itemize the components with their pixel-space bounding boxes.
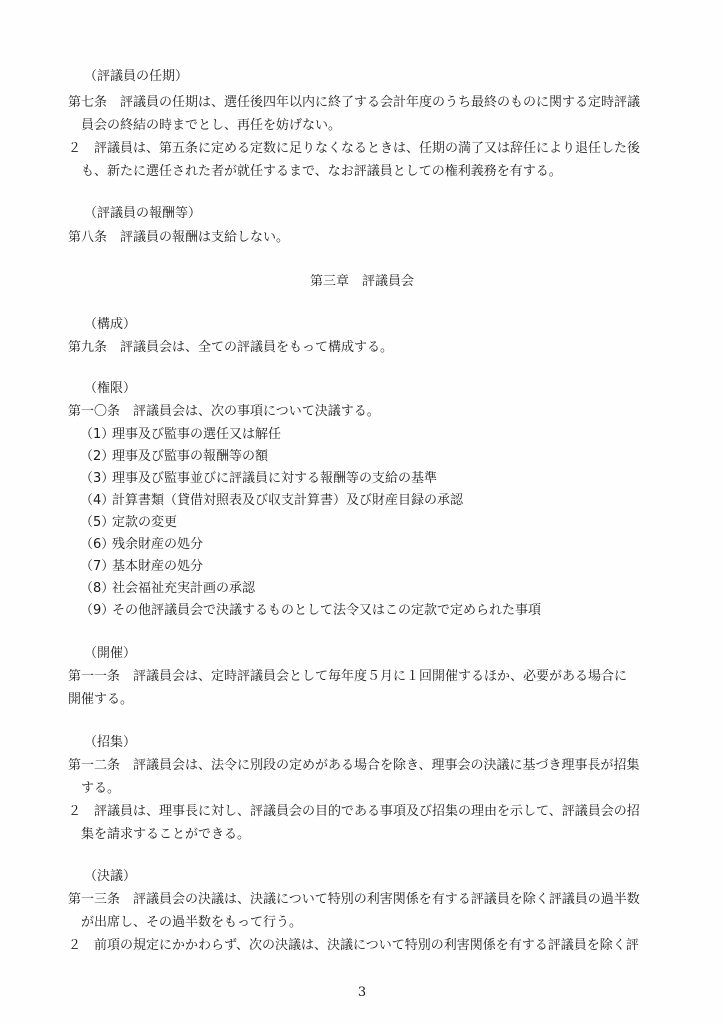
list-item-text: 基本財産の処分	[112, 559, 204, 574]
list-item-number: （2）	[80, 449, 115, 464]
article-7-para2-cont: も、新たに選任された者が就任するまで、なお評議員としての権利義務を有する。	[81, 164, 562, 179]
list-item	[80, 579, 255, 599]
list-item-text: 計算書類（貸借対照表及び収支計算書）及び財産目録の承認	[112, 493, 464, 508]
article-7-text: 第七条 評議員の任期は、選任後四年以内に終了する会計年度のうち最終のものに関する定時評議	[68, 95, 641, 110]
article-12-text-cont: する。	[81, 781, 121, 796]
list-item	[80, 601, 541, 621]
article-13-para2: ２ 前項の規定にかかわらず、次の決議は、決議について特別の利害関係を有する評議員を除く評	[68, 938, 639, 953]
list-item-text: 理事及び監事の報酬等の額	[112, 449, 269, 464]
list-item-number: （9）	[80, 603, 115, 618]
list-item-number: （1）	[80, 427, 115, 442]
list-item-number: （6）	[80, 537, 115, 552]
article-8-heading: （評議員の報酬等）	[84, 206, 202, 221]
list-item-number: （8）	[80, 581, 115, 596]
article-12-heading: （招集）	[84, 735, 137, 750]
list-item-number: （4）	[80, 493, 115, 508]
list-item	[80, 469, 437, 489]
article-10-heading: （権限）	[84, 381, 137, 396]
list-item-text: その他評議員会で決議するものとして法令又はこの定款で定められた事項	[112, 603, 542, 618]
article-12-para2-cont: 集を請求することができる。	[81, 827, 251, 842]
article-8-text: 第八条 評議員の報酬は支給しない。	[68, 230, 290, 245]
article-13-text: 第一三条 評議員会の決議は、決議について特別の利害関係を有する評議員を除く評議員の過半数	[68, 892, 640, 907]
list-item-text: 社会福祉充実計画の承認	[112, 581, 256, 596]
article-12-para2: ２ 評議員は、理事長に対し、評議員会の目的である事項及び招集の理由を示して、評議員会の招	[68, 804, 640, 819]
list-item-number: （3）	[80, 471, 115, 486]
article-11-text-cont: 開催する。	[68, 692, 134, 707]
article-9-text: 第九条 評議員会は、全ての評議員をもって構成する。	[68, 340, 394, 355]
page-number: 3	[357, 985, 367, 1000]
list-item	[80, 513, 177, 533]
list-item	[80, 447, 268, 467]
list-item-text: 理事及び監事並びに評議員に対する報酬等の支給の基準	[112, 471, 438, 486]
article-10-text: 第一〇条 評議員会は、次の事項について決議する。	[68, 404, 380, 419]
list-item	[80, 557, 203, 577]
article-13-text-cont: が出席し、その過半数をもって行う。	[81, 915, 303, 930]
article-12-text: 第一二条 評議員会は、法令に別段の定めがある場合を除き、理事会の決議に基づき理事長が招集	[68, 758, 640, 773]
article-13-heading: （決議）	[84, 869, 137, 884]
article-7-text-cont: 員会の終結の時までとし、再任を妨げない。	[81, 118, 342, 133]
list-item	[80, 491, 463, 511]
article-9-heading: （構成）	[84, 317, 137, 332]
list-item	[80, 425, 281, 445]
chapter-title: 第三章 評議員会	[309, 274, 414, 289]
list-item-text: 定款の変更	[112, 515, 178, 530]
article-11-text: 第一一条 評議員会は、定時評議員会として毎年度５月に１回開催するほか、必要がある場合に	[68, 669, 628, 684]
list-item	[80, 535, 203, 555]
list-item-text: 理事及び監事の選任又は解任	[112, 427, 282, 442]
list-item-number: （5）	[80, 515, 115, 530]
article-7-heading: （評議員の任期）	[84, 69, 189, 84]
list-item-number: （7）	[80, 559, 115, 574]
article-7-para2: ２ 評議員は、第五条に定める定数に足りなくなるときは、任期の満了又は辞任により退任した後	[68, 141, 641, 156]
list-item-text: 残余財産の処分	[112, 537, 204, 552]
article-11-heading: （開催）	[84, 646, 137, 661]
